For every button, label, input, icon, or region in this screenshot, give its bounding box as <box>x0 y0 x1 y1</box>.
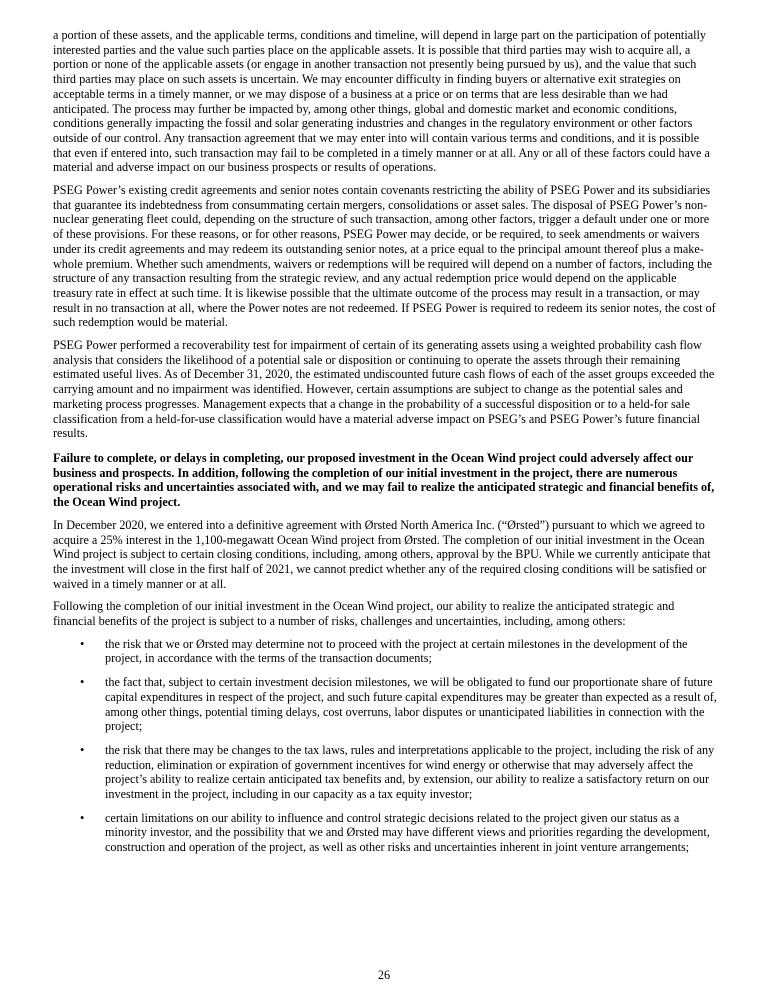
bullet-icon: • <box>80 675 85 690</box>
paragraph-credit-agreements: PSEG Power’s existing credit agreements and senior notes contain covenants restricting the ability of PSEG Power and its subsidiaries that guarantee its indebtedness from consummating certain mergers, consolidations or asset sales. The disposal of PSEG Power’s non-nuclear generating fleet could, depending on the structure of such transaction, among other factors, trigger a default under one or more of these provisions. For these reasons, or for other reasons, PSEG Power may decide, or be required, to seek amendments or waivers under its credit agreements and may redeem its outstanding senior notes, at a price equal to the principal amount thereof plus a make-whole premium. Whether such amendments, waivers or redemptions will be required will depend on a number of factors, including the structure of any transaction resulting from the strategic review, and any actual redemption price would depend on the applicable treasury rate in effect at such time. It is likewise possible that the ultimate outcome of the process may result in a transaction, or may result in no transaction at all, where the Power notes are not redeemed. If PSEG Power is required to redeem its senior notes, the cost of such redemption would be material. <box>53 183 716 330</box>
paragraph-risks-intro: Following the completion of our initial investment in the Ocean Wind project, our ability to realize the anticipated strategic and financial benefits of the project is subject to a number of risks, challenges and uncertainties, including, among others: <box>53 599 675 629</box>
list-item <box>80 675 717 734</box>
paragraph-recoverability-test: PSEG Power performed a recoverability test for impairment of certain of its generating assets using a weighted probability cash flow analysis that considers the likelihood of a potential sale or disposition or continuing to operate the assets through their remaining estimated useful lives. As of December 31, 2020, the estimated undiscounted future cash flows of each of the asset groups exceeded the carrying amount and no impairment was identified. However, certain assumptions are subject to change as the potential sales and marketing process progresses. Management expects that a change in the probability of a successful disposition or to a held-for sale classification from a held-for-use classification would have a material adverse impact on PSEG’s and PSEG Power’s future financial results. <box>53 338 715 441</box>
bullet-text-minority-investor: certain limitations on our ability to influence and control strategic decisions related to the project given our status as a minority investor, and the possibility that we and Ørsted may have different views and priorities regarding the development, construction and operation of the project, as well as other risks and uncertainties inherent in joint venture arrangements; <box>105 810 710 855</box>
bullet-text-tax-laws: the risk that there may be changes to the tax laws, rules and interpretations applicable to the project, including the risk of any reduction, elimination or expiration of government incentives for wind energy or otherwise that may adversely affect the project’s ability to realize certain anticipated tax benefits and, by extension, our ability to realize a satisfactory return on our investment in the project, including in our capacity as a tax equity investor; <box>105 742 715 802</box>
paragraph-orsted-agreement: In December 2020, we entered into a definitive agreement with Ørsted North America Inc. (“Ørsted”) pursuant to which we agreed to acquire a 25% interest in the 1,100-megawatt Ocean Wind project from Ørsted. The completion of our initial investment in the Ocean Wind project is subject to certain closing conditions, including, among others, approval by the BPU. While we currently anticipate that the investment will close in the first half of 2021, we cannot predict whether any of the required closing conditions will be satisfied or waived in a timely manner or at all. <box>53 517 711 591</box>
bullet-icon: • <box>80 810 85 825</box>
bullet-icon: • <box>80 742 85 757</box>
list-item <box>80 811 717 855</box>
risk-factor-heading: Failure to complete, or delays in completing, our proposed investment in the Ocean Wind project could adversely affect our business and prospects. In addition, following the completion of our initial investment in the project, there are numerous operational risks and uncertainties associated with, and we may fail to realize the anticipated strategic and financial benefits of, the Ocean Wind project. <box>53 450 715 510</box>
bullet-icon: • <box>80 636 85 651</box>
bullet-text-capital-expenditures: the fact that, subject to certain investment decision milestones, we will be obligated to fund our proportionate share of future capital expenditures in respect of the project, and such future capital expenditures may be greater than expected as a result of, among other things, potential timing delays, cost overruns, labor disputes or unanticipated liabilities in connection with the project; <box>105 675 717 734</box>
bullet-text-milestones: the risk that we or Ørsted may determine not to proceed with the project at certain milestones in the development of the project, in accordance with the terms of the transaction documents; <box>105 636 688 666</box>
list-item <box>80 743 717 802</box>
paragraph-asset-sale-risks: a portion of these assets, and the applicable terms, conditions and timeline, will depend in large part on the participation of potentially interested parties and the value such parties place on the applicable assets. It is possible that third parties may wish to acquire all, a portion or none of the applicable assets (or engage in another transaction not presently being pursued by us), and the value that such third parties may place on such assets is uncertain. We may encounter difficulty in finding buyers or alternative exit strategies on acceptable terms in a timely manner, or we may dispose of a business at a price or on terms that are less desirable than we had anticipated. The process may further be impacted by, among other things, global and domestic market and economic conditions, conditions generally impacting the fossil and solar generating industries and changes in the regulatory environment or other factors outside of our control. Any transaction agreement that we may enter into will contain various terms and conditions, and it is possible that even if entered into, such transaction may fail to be completed in a timely manner or at all. Any or all of these factors could have a material and adverse impact on our business prospects or results of operations. <box>53 28 710 175</box>
page-number: 26 <box>377 968 391 983</box>
risk-bullet-list <box>53 637 717 855</box>
list-item <box>80 637 717 666</box>
